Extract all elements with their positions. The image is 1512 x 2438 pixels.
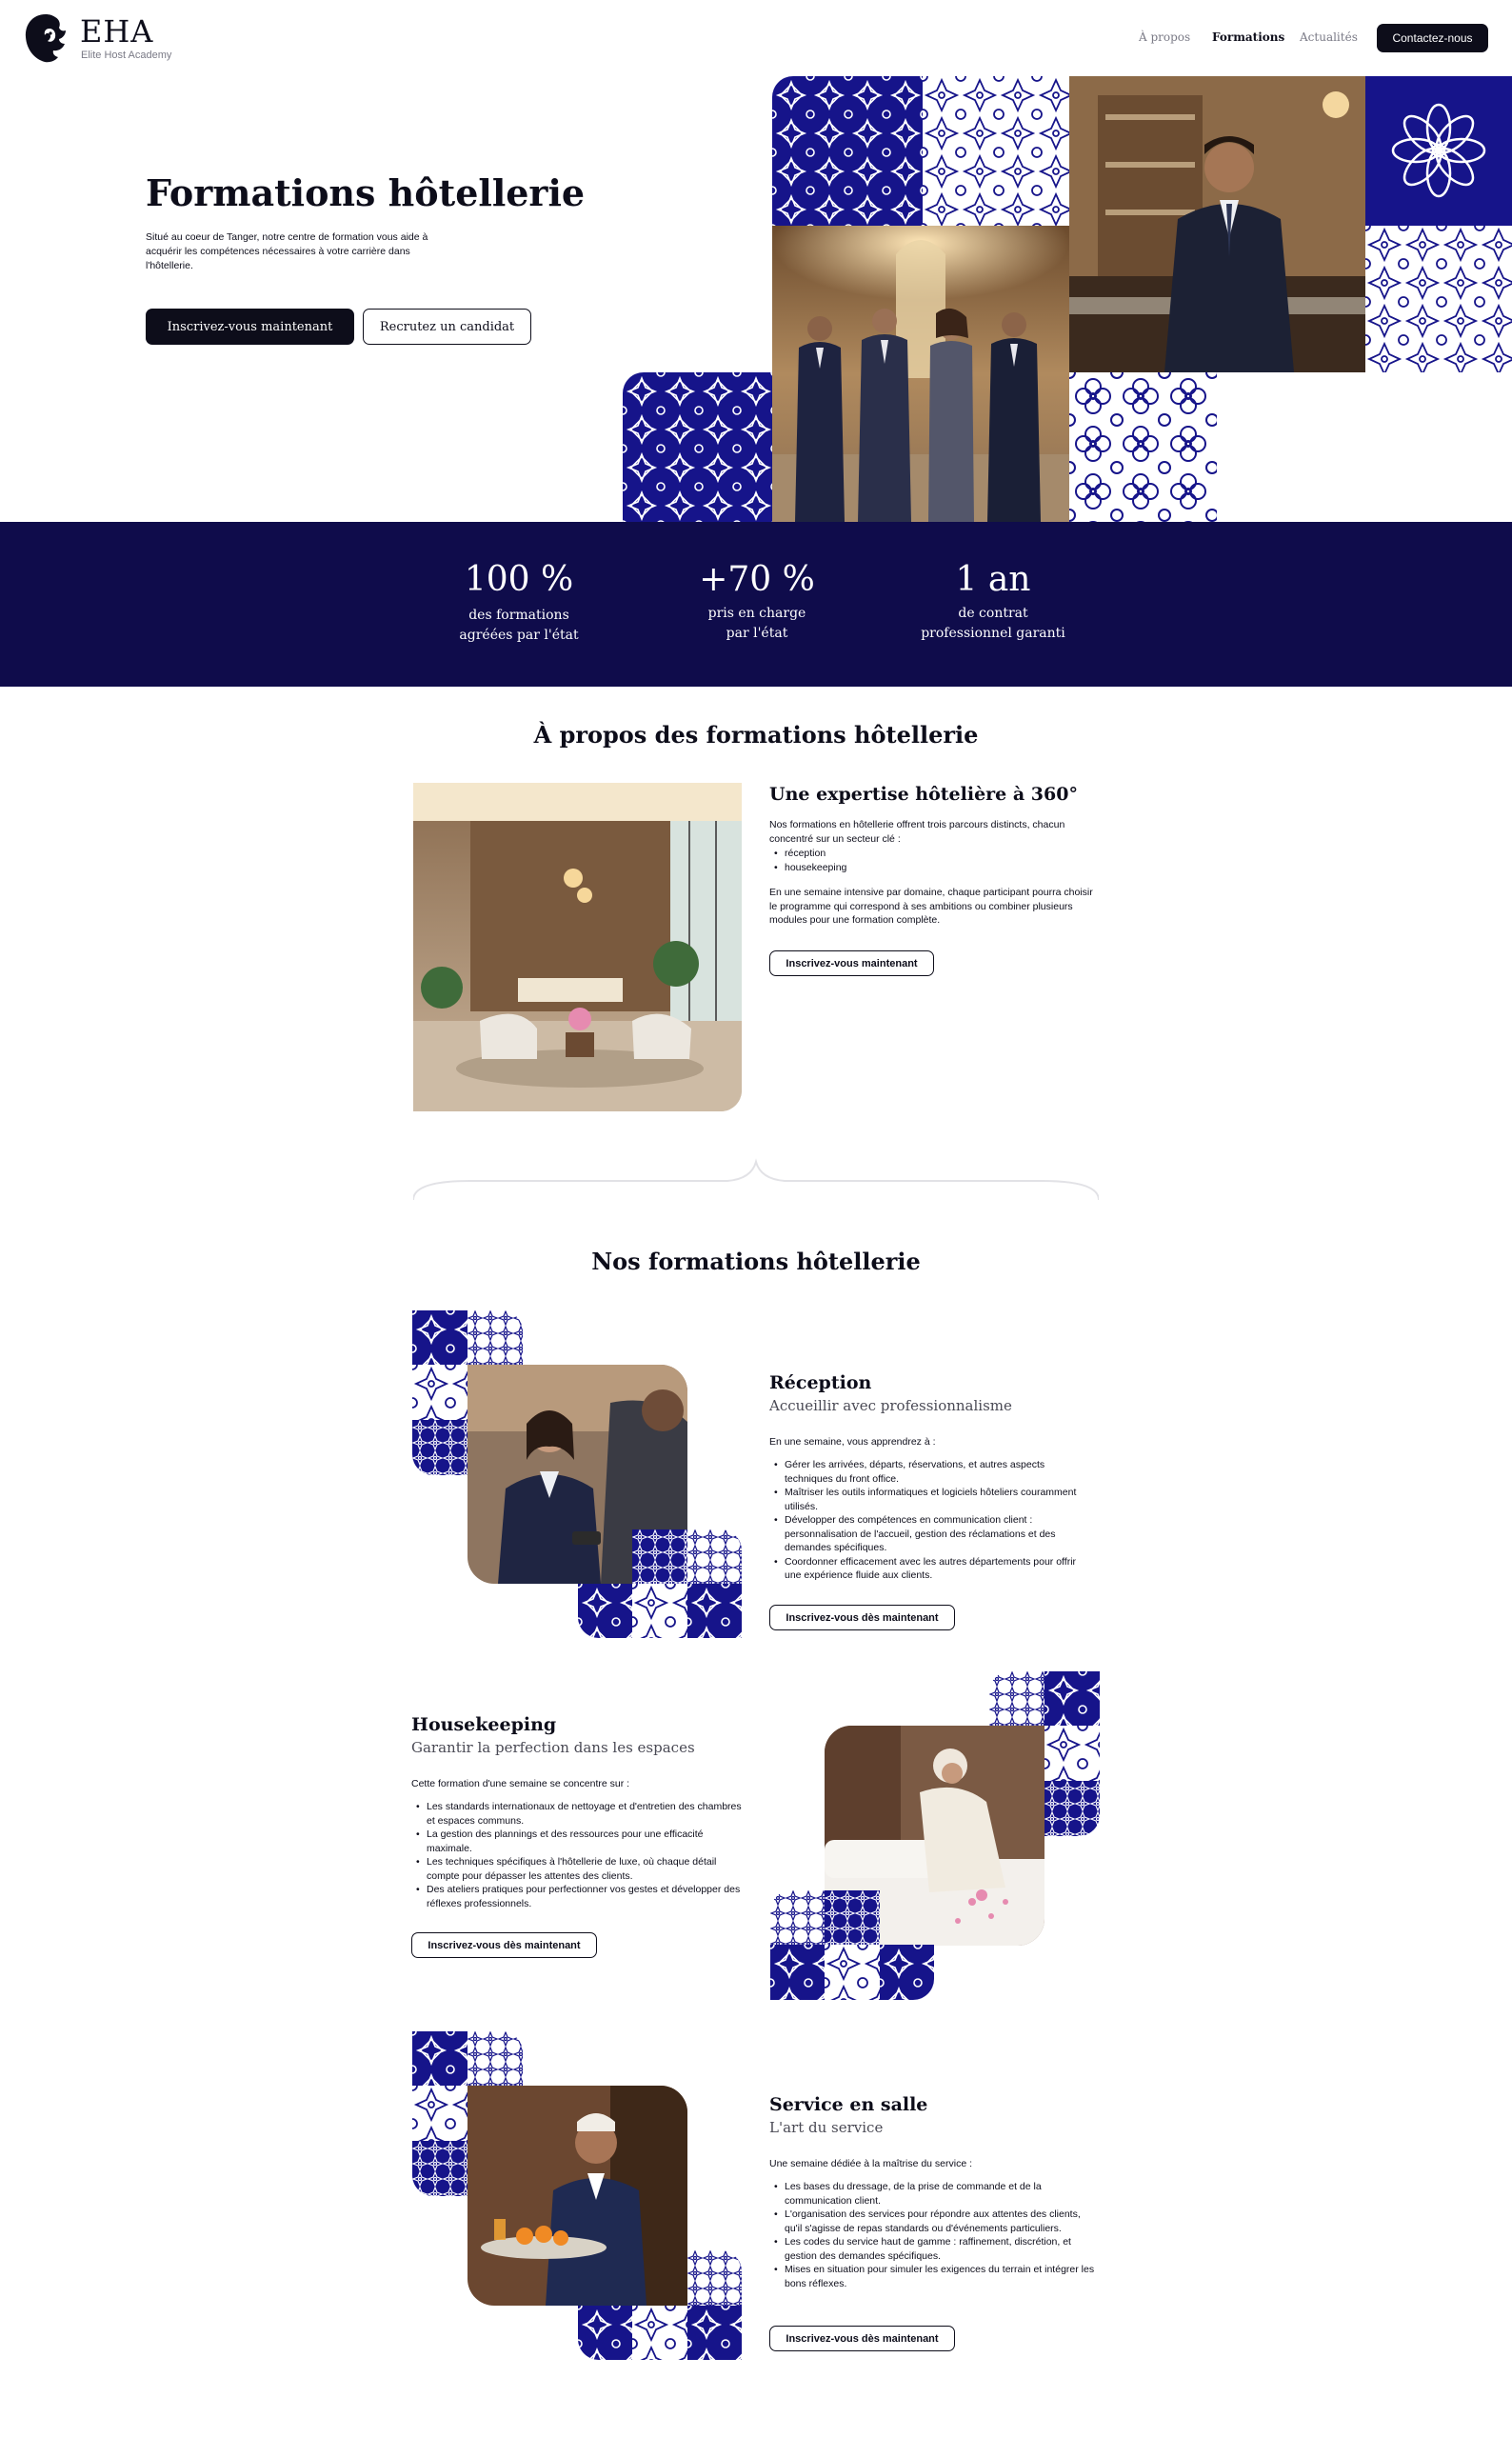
pattern-tile <box>468 2031 523 2086</box>
pattern-tile <box>772 76 923 226</box>
service-intro: Une semaine dédiée à la maîtrise du service : <box>769 2158 973 2169</box>
pattern-tile <box>1365 226 1512 372</box>
reception-intro: En une semaine, vous apprendrez à : <box>769 1436 936 1448</box>
pattern-tile <box>468 1310 523 1365</box>
service-photo <box>468 2086 687 2306</box>
contact-button[interactable]: Contactez-nous <box>1377 24 1488 52</box>
pattern-tile <box>687 2306 742 2360</box>
about-paragraph: En une semaine intensive par domaine, chaque participant pourra choisir le programme qui correspond à ses ambitions ou combiner plusieurs modules pour une formation complète. <box>769 887 1093 926</box>
pattern-tile <box>1044 1781 1100 1836</box>
concierge-photo <box>1069 76 1365 372</box>
about-heading: Une expertise hôtelière à 360° <box>769 784 1078 805</box>
list-item: • Mises en situation pour simuler les exigences du terrain et intégrer les bons réflexes. <box>769 2263 1098 2290</box>
list-item: • housekeeping <box>769 861 1103 875</box>
about-enroll-button[interactable]: Inscrivez-vous maintenant <box>769 950 934 976</box>
stat-label: professionnel garanti <box>921 626 1065 641</box>
pattern-tile <box>412 2141 468 2196</box>
service-subtitle: L'art du service <box>769 2119 884 2136</box>
pattern-tile <box>412 1310 468 1365</box>
pattern-tile <box>632 1584 687 1638</box>
housekeeping-enroll-button[interactable]: Inscrivez-vous dès maintenant <box>411 1932 597 1958</box>
hero-enroll-button[interactable]: Inscrivez-vous maintenant <box>146 309 354 345</box>
about-list <box>769 847 1103 874</box>
housekeeping-list <box>411 1800 745 1910</box>
pattern-tile <box>412 1420 468 1475</box>
section-divider <box>413 1152 1099 1209</box>
hero-title: Formations hôtellerie <box>146 171 586 214</box>
housekeeping-title: Housekeeping <box>411 1714 557 1735</box>
service-title: Service en salle <box>769 2094 928 2115</box>
nav-link-a-propos[interactable]: À propos <box>1139 30 1191 44</box>
pattern-tile <box>623 372 772 522</box>
list-item: • Gérer les arrivées, départs, réservations, et autres aspects techniques du front office. <box>769 1458 1084 1486</box>
service-enroll-button[interactable]: Inscrivez-vous dès maintenant <box>769 2326 955 2351</box>
list-item: • Les techniques spécifiques à l'hôtellerie de luxe, où chaque détail compte pour dépasser les attentes des clients. <box>411 1855 745 1883</box>
pattern-tile <box>412 2086 468 2141</box>
list-item: • réception <box>769 847 1103 861</box>
list-item: • Coordonner efficacement avec les autres départements pour offrir une expérience fluide aux clients. <box>769 1555 1084 1583</box>
stat-value: +70 % <box>699 560 815 599</box>
formations-section-title: Nos formations hôtellerie <box>591 1248 921 1275</box>
list-item: • L'organisation des services pour répondre aux attentes des clients, qu'il s'agisse de repas standards ou d'événements particuliers. <box>769 2208 1098 2235</box>
pattern-tile <box>1365 76 1512 226</box>
housekeeping-subtitle: Garantir la perfection dans les espaces <box>411 1739 695 1756</box>
list-item: • Les standards internationaux de nettoyage et d'entretien des chambres et espaces communs. <box>411 1800 745 1828</box>
pattern-tile <box>770 1945 825 2000</box>
reception-title: Réception <box>769 1372 872 1393</box>
stat-label: de contrat <box>958 606 1028 621</box>
stat-value: 1 an <box>955 560 1031 599</box>
hero-recruit-button[interactable]: Recrutez un candidat <box>363 309 531 345</box>
reception-subtitle: Accueillir avec professionnalisme <box>769 1397 1012 1414</box>
pattern-tile <box>412 2031 468 2086</box>
stat-label: agréées par l'état <box>459 628 579 643</box>
pattern-tile <box>687 2250 742 2306</box>
stat-label: pris en charge <box>707 606 806 621</box>
pattern-tile <box>687 1584 742 1638</box>
housekeeping-intro: Cette formation d'une semaine se concentre sur : <box>411 1778 630 1789</box>
about-intro: Nos formations en hôtellerie offrent trois parcours distincts, chacun concentré sur un secteur clé : <box>769 819 1065 845</box>
pattern-tile <box>880 1945 934 2000</box>
nav-link-actualites[interactable]: Actualités <box>1300 30 1358 44</box>
brand-name[interactable]: EHA <box>80 13 154 50</box>
list-item: • Les codes du service haut de gamme : raffinement, discrétion, et gestion des demandes spécifiques. <box>769 2235 1098 2263</box>
pattern-tile <box>989 1671 1044 1726</box>
pattern-tile <box>825 1890 880 1945</box>
service-list <box>769 2180 1098 2290</box>
pattern-tile <box>687 1529 742 1584</box>
pattern-tile <box>632 1529 687 1584</box>
pattern-tile <box>923 76 1069 226</box>
lion-logo-icon[interactable] <box>21 11 70 65</box>
pattern-tile <box>412 1365 468 1420</box>
stats-band <box>0 522 1512 687</box>
list-item: • Les bases du dressage, de la prise de commande et de la communication client. <box>769 2180 1098 2208</box>
reception-list <box>769 1458 1084 1583</box>
pattern-tile <box>578 1584 632 1638</box>
team-photo <box>772 226 1069 522</box>
list-item: • Développer des compétences en communication client : personnalisation de l'accueil, gestion des réclamations et des demandes spécifiques. <box>769 1513 1084 1555</box>
pattern-tile <box>825 1945 880 2000</box>
list-item: • Des ateliers pratiques pour perfectionner vos gestes et développer des réflexes professionnels. <box>411 1883 745 1910</box>
pattern-tile <box>1044 1671 1100 1726</box>
stat-label: par l'état <box>726 626 788 641</box>
about-section-title: À propos des formations hôtellerie <box>533 721 979 749</box>
lobby-photo <box>413 783 742 1111</box>
pattern-tile <box>1044 1726 1100 1781</box>
nav-link-formations[interactable]: Formations <box>1212 30 1285 44</box>
stat-value: 100 % <box>464 560 574 599</box>
list-item: • Maîtriser les outils informatiques et logiciels hôteliers couramment utilisés. <box>769 1486 1084 1513</box>
pattern-tile <box>1069 372 1217 522</box>
hero-description: Situé au coeur de Tanger, notre centre de formation vous aide à acquérir les compétences nécessaires à votre carrière dans l'hôtellerie. <box>146 231 428 271</box>
pattern-tile <box>632 2306 687 2360</box>
pattern-tile <box>770 1890 825 1945</box>
pattern-tile <box>578 2306 632 2360</box>
reception-enroll-button[interactable]: Inscrivez-vous dès maintenant <box>769 1605 955 1630</box>
stat-label: des formations <box>468 608 569 623</box>
list-item: • La gestion des plannings et des ressources pour une efficacité maximale. <box>411 1828 745 1855</box>
brand-tagline: Elite Host Academy <box>81 50 172 61</box>
